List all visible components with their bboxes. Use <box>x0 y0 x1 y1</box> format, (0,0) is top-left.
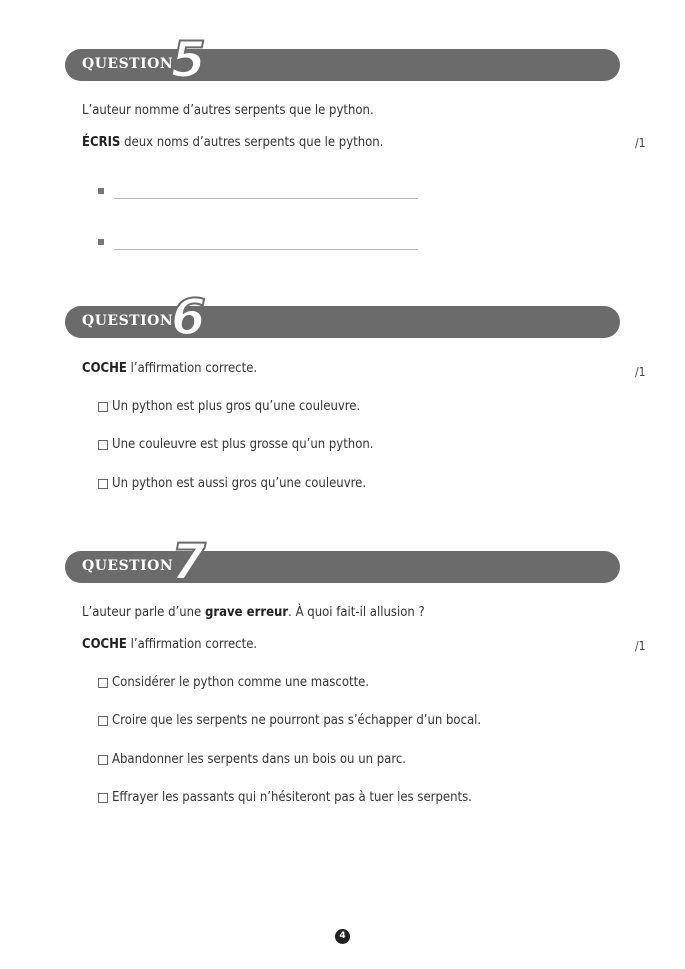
answer-line-2[interactable] <box>114 249 418 250</box>
instruction-verb: ÉCRIS <box>82 135 121 150</box>
q6-option-1[interactable] <box>98 399 360 415</box>
question-5-header <box>65 31 620 89</box>
option-label: Une couleuvre est plus grosse qu’un python. <box>112 437 374 452</box>
q6-option-3[interactable] <box>98 476 366 492</box>
question-5-instruction <box>82 135 383 151</box>
checkbox-icon[interactable] <box>98 402 108 412</box>
checkbox-icon[interactable] <box>98 793 108 803</box>
option-label: Un python est plus gros qu’une couleuvre. <box>112 399 361 414</box>
question-6-instruction <box>82 361 257 377</box>
question-7-score: /1 <box>635 639 646 653</box>
q6-option-2[interactable] <box>98 437 374 453</box>
option-label: Abandonner les serpents dans un bois ou un parc. <box>112 752 406 767</box>
checkbox-icon[interactable] <box>98 440 108 450</box>
question-label: QUESTION <box>82 313 174 329</box>
question-label: QUESTION <box>82 558 174 574</box>
q7-option-3[interactable] <box>98 752 406 768</box>
q7-option-4[interactable] <box>98 790 472 806</box>
option-label: Un python est aussi gros qu’une couleuvre. <box>112 476 367 491</box>
q7-option-1[interactable] <box>98 675 369 691</box>
question-number: 6 <box>171 288 206 346</box>
question-7-intro <box>82 605 425 621</box>
intro-emphasis: grave erreur <box>204 605 289 620</box>
instruction-text: l’affirmation correcte. <box>126 637 258 652</box>
checkbox-icon[interactable] <box>98 755 108 765</box>
checkbox-icon[interactable] <box>98 678 108 688</box>
question-number: 5 <box>171 31 206 89</box>
checkbox-icon[interactable] <box>98 479 108 489</box>
question-7-header <box>65 533 620 591</box>
option-label: Effrayer les passants qui n’hésiteront pas à tuer les serpents. <box>112 790 472 805</box>
answer-line-1[interactable] <box>114 198 418 199</box>
question-6-score: /1 <box>635 365 646 379</box>
question-6-header <box>65 288 620 346</box>
instruction-text: deux noms d’autres serpents que le python. <box>120 135 384 150</box>
intro-text: L’auteur parle d’une <box>82 605 205 620</box>
instruction-text: l’affirmation correcte. <box>126 361 258 376</box>
q7-option-2[interactable] <box>98 713 481 729</box>
option-label: Croire que les serpents ne pourront pas s’échapper d’un bocal. <box>112 713 482 728</box>
option-label: Considérer le python comme une mascotte. <box>112 675 370 690</box>
page-number: 4 <box>335 929 350 944</box>
instruction-verb: COCHE <box>82 637 127 652</box>
question-5-intro: L’auteur nomme d’autres serpents que le python. <box>82 103 374 118</box>
question-number: 7 <box>171 533 206 591</box>
checkbox-icon[interactable] <box>98 716 108 726</box>
bullet-icon <box>98 239 104 245</box>
question-label: QUESTION <box>82 56 174 72</box>
intro-text-end: . À quoi fait-il allusion ? <box>288 605 425 620</box>
bullet-icon <box>98 188 104 194</box>
question-7-instruction <box>82 637 257 653</box>
instruction-verb: COCHE <box>82 361 127 376</box>
question-5-score: /1 <box>635 136 646 150</box>
